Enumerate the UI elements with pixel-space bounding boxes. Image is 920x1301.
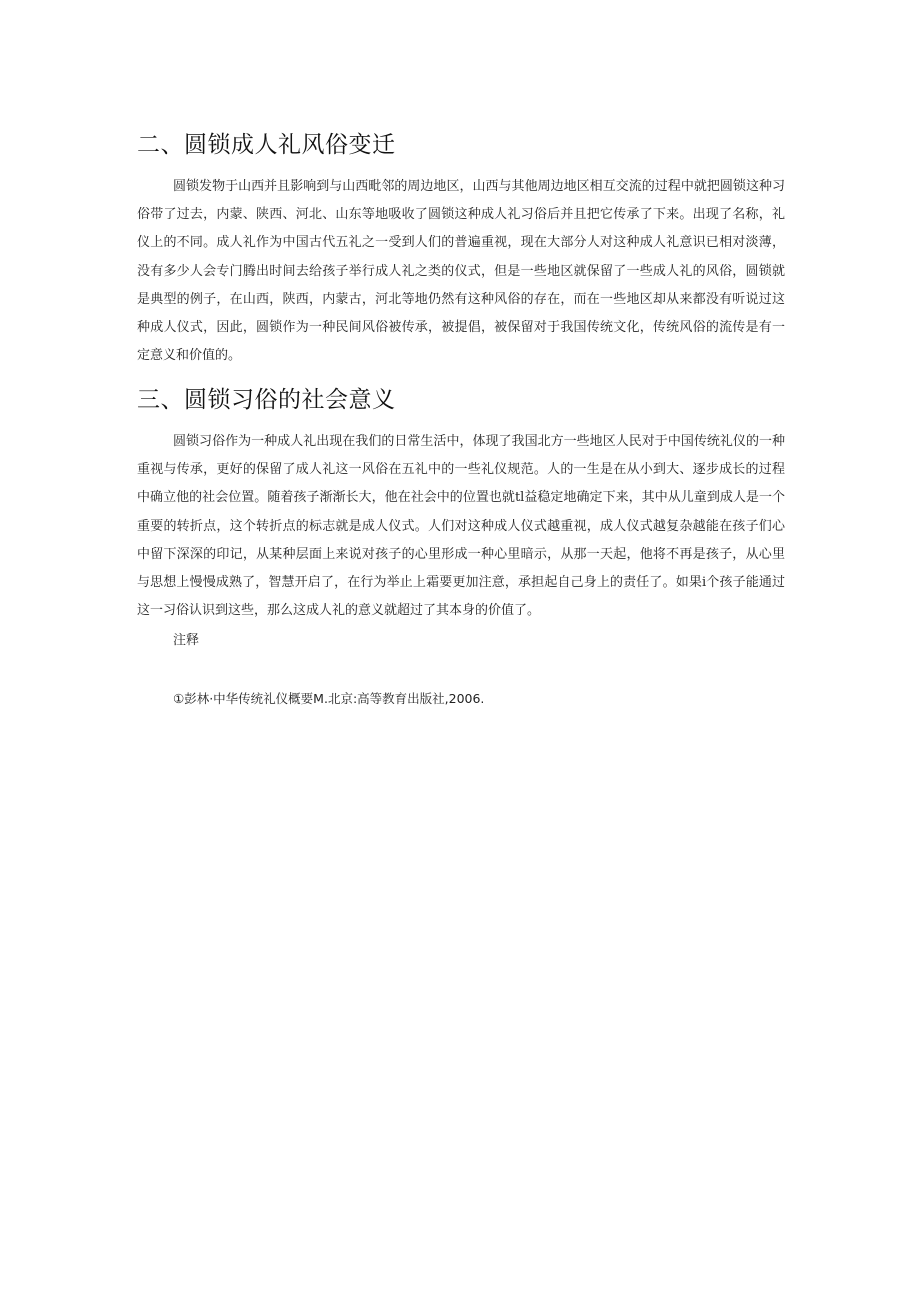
section-paragraph-2: 圆锁发物于山西并且影响到与山西毗邻的周边地区，山西与其他周边地区相互交流的过程中就把圆锁这种习俗带了过去，内蒙、陕西、河北、山东等地吸收了圆锁这种成人礼习俗后并且把它传承了下来。出现了名称，礼仪上的不同。成人礼作为中国古代五礼之一受到人们的普遍重视，现在大部分人对这种成人礼意识已相对淡薄，没有多少人会专门腾出时间去给孩子举行成人礼之类的仪式，但是一些地区就保留了一些成人礼的风俗，圆锁就是典型的例子，在山西，陕西，内蒙古，河北等地仍然有这种风俗的存在，而在一些地区却从来都没有听说过这种成人仪式，因此，圆锁作为一种民间风俗被传承，被提倡，被保留对于我国传统文化，传统风俗的流传是有一定意义和价值的。: [137, 179, 785, 364]
notes-label: 注释: [173, 633, 200, 648]
section-heading-2: 二、圆锁成人礼风俗变迁: [137, 132, 396, 158]
footnote-item: ①彭林·中华传统礼仪概要M.北京:高等教育出版社,2006.: [173, 691, 485, 706]
section-heading-3: 三、圆锁习俗的社会意义: [137, 387, 396, 413]
section-paragraph-3: 圆锁习俗作为一种成人礼出现在我们的日常生活中，体现了我国北方一些地区人民对于中国传统礼仪的一种重视与传承，更好的保留了成人礼这一风俗在五礼中的一些礼仪规范。人的一生是在从小到大、逐步成长的过程中确立他的社会位置。随着孩子渐渐长大，他在社会中的位置也就tl益稳定地确定下来，其中从儿童到成人是一个重要的转折点，这个转折点的标志就是成人仪式。人们对这种成人仪式越重视，成人仪式越复杂越能在孩子们心中留下深深的印记，从某种层面上来说对孩子的心里形成一种心里暗示，从那一天起，他将不再是孩子，从心里与思想上慢慢成熟了，智慧开启了，在行为举止上霜要更加注意，承担起自己身上的责任了。如果i个孩子能通过这一习俗认识到这些，那么这成人礼的意义就超过了其本身的价值了。: [137, 434, 785, 619]
